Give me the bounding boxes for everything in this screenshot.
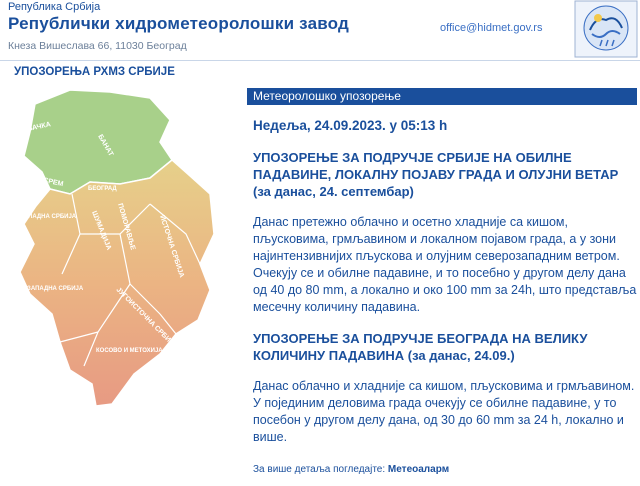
- map-label-sumadija: ШУМАДИЈА: [90, 210, 113, 252]
- heading-belgrade-date: (за данас, 24.09.): [404, 348, 515, 363]
- heading-serbia-date: (за данас, 24. септембар): [253, 184, 414, 199]
- map-label-backa: БАЧКА: [26, 121, 52, 133]
- heading-serbia-main: УПОЗОРЕЊЕ ЗА ПОДРУЧЈЕ СРБИЈЕ НА ОБИЛНЕ ПАДАВИНЕ, ЛОКАЛНУ ПОЈАВУ ГРАДА И ОЛУЈНИ ВЕТАР: [253, 150, 619, 182]
- warning-content: [253, 118, 638, 475]
- site-header: [0, 0, 640, 58]
- address-text: Кнеза Вишеслава 66, 11030 Београд: [8, 40, 187, 52]
- map-label-belgrade: БЕОГРАД: [88, 186, 117, 192]
- republic-label: Република Србија: [8, 1, 101, 13]
- meteoalarm-link[interactable]: Метеоаларм: [387, 464, 450, 475]
- map-label-west: ЗАПАДНА СРБИЈА: [20, 214, 77, 220]
- warnings-subtitle: УПОЗОРЕЊА РХМЗ СРБИЈЕ: [14, 66, 175, 78]
- map-label-kosovo: КОСОВО И МЕТОХИЈА: [96, 348, 163, 354]
- map-label-east: ИСТОЧНА СРБИЈА: [158, 214, 185, 279]
- region-south[interactable]: [20, 160, 214, 406]
- rhmz-logo-icon[interactable]: [574, 0, 638, 58]
- warning-text-belgrade: Данас облачно и хладније са кишом, пљусковима и грмљавином. У појединим деловима града очекују се обилне падавине, у то посебон у другом делу дана, од 30 до 60 mm за 24 h, локално и више.: [253, 379, 635, 444]
- map-label-southwest: ЈУГОЗАПАДНА СРБИЈА: [12, 286, 84, 292]
- details-footer-text: За више детаља погледајте:: [253, 464, 388, 475]
- header-divider: [0, 60, 640, 61]
- warning-datetime: Недеља, 24.09.2023. у 05:13 h: [253, 118, 448, 133]
- serbia-regions-map: [0, 84, 240, 424]
- warning-text-serbia: Данас претежно облачно и осетно хладније са кишом, пљусковима, грмљавином и локалном појавом града, а у зони најинтензивнијих пљускова и олујним северозападним ветром. Очекују се и обилне падавине, и то посебно у другом делу дана од 40 до 80 mm, а локално и око 100 mm за 24h, што представља месечну количину падавина.: [253, 215, 637, 314]
- map-label-pomoravlje: ПОМОРАВЉЕ: [116, 202, 137, 251]
- email-link[interactable]: office@hidmet.gov.rs: [440, 22, 543, 34]
- warning-bar-title: Метеоролошко упозорење: [247, 88, 637, 105]
- map-label-srem: СРЕМ: [42, 177, 64, 189]
- warning-heading-belgrade: [253, 330, 638, 364]
- details-footer: [253, 464, 638, 475]
- warning-heading-serbia: [253, 149, 638, 200]
- map-label-banat: БАНАТ: [96, 133, 115, 158]
- map-label-southeast: ЈУГОИСТОЧНА СРБИЈА: [114, 286, 179, 350]
- heading-belgrade-main: УПОЗОРЕЊЕ ЗА ПОДРУЧЈЕ БЕОГРАДА НА ВЕЛИКУ КОЛИЧИНУ ПАДАВИНА: [253, 331, 588, 363]
- institute-title[interactable]: Републички хидрометеоролошки завод: [8, 14, 349, 33]
